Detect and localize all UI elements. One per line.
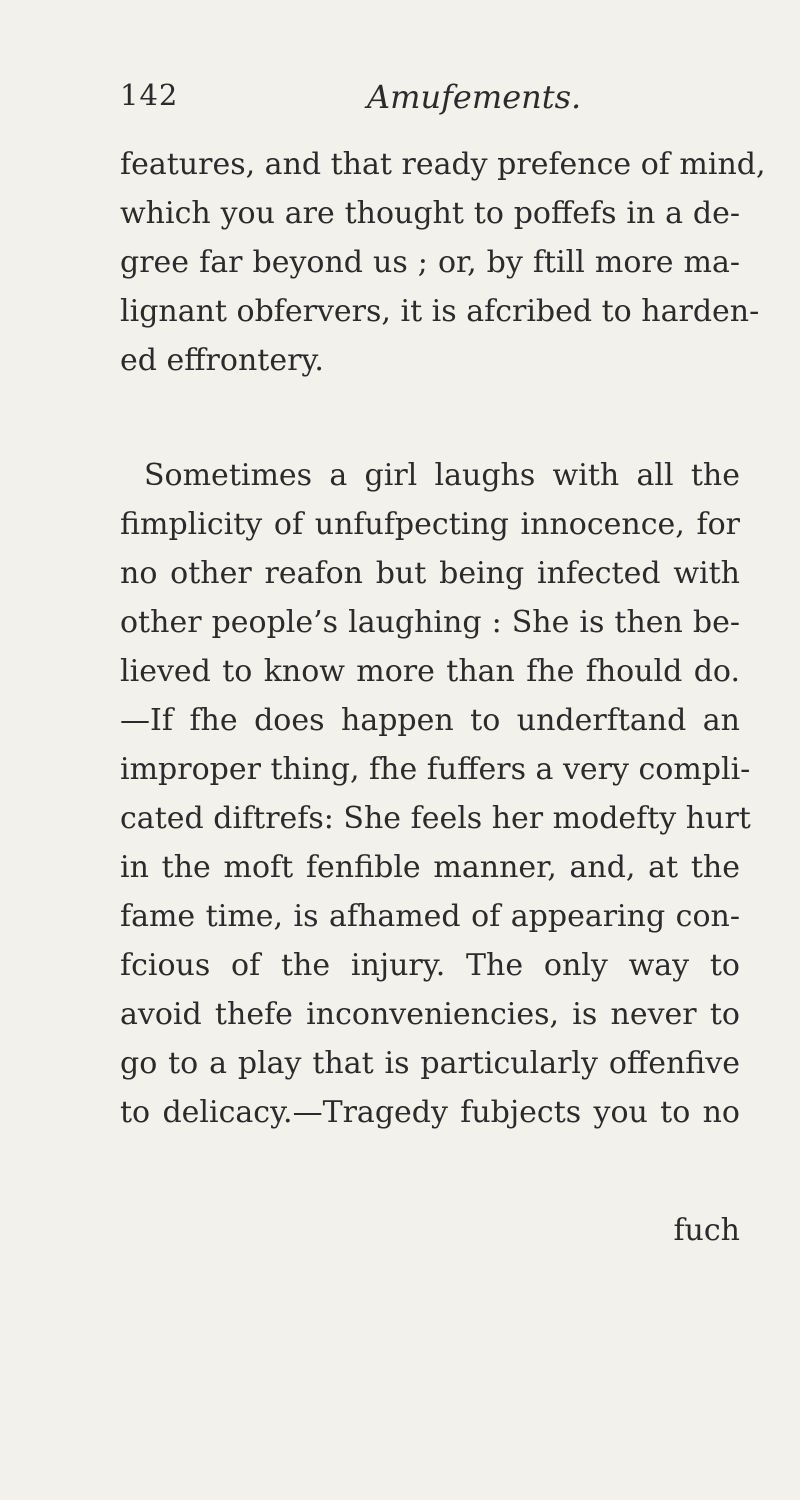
body-text <box>120 140 766 1137</box>
text-line: to delicacy.—Tragedy fubjects you to no <box>120 1095 740 1130</box>
paragraph-gap <box>120 385 740 451</box>
text-line: lignant obfervers, it is afcribed to harden- <box>120 294 760 329</box>
catchword: fuch <box>673 1213 740 1248</box>
text-line: ed effrontery. <box>120 343 324 378</box>
text-line: avoid thefe inconveniencies, is never to <box>120 997 740 1032</box>
text-line: which you are thought to poffefs in a de- <box>120 196 740 231</box>
running-title: Amufements. <box>367 78 582 116</box>
text-line: other people’s laughing : She is then be- <box>120 605 740 640</box>
text-line: improper thing, fhe fuffers a very compli- <box>120 752 751 787</box>
page-header <box>120 78 740 128</box>
text-line: fame time, is afhamed of appearing con- <box>120 899 740 934</box>
text-line: —If fhe does happen to underftand an <box>120 703 740 738</box>
text-line: no other reafon but being infected with <box>120 556 740 591</box>
text-line: cated diftrefs: She feels her modefty hurt <box>120 801 751 836</box>
text-line: fcious of the injury. The only way to <box>120 948 740 983</box>
page-number: 142 <box>120 78 179 112</box>
text-line: Sometimes a girl laughs with all the <box>144 458 740 493</box>
text-line: gree far beyond us ; or, by ftill more ma- <box>120 245 740 280</box>
text-line: lieved to know more than fhe fhould do. <box>120 654 740 689</box>
text-line: in the moft fenfible manner, and, at the <box>120 850 740 885</box>
text-line: go to a play that is particularly offenfive <box>120 1046 740 1081</box>
text-line: features, and that ready prefence of mind, <box>120 147 766 182</box>
text-line: fimplicity of unfufpecting innocence, for <box>120 507 740 542</box>
